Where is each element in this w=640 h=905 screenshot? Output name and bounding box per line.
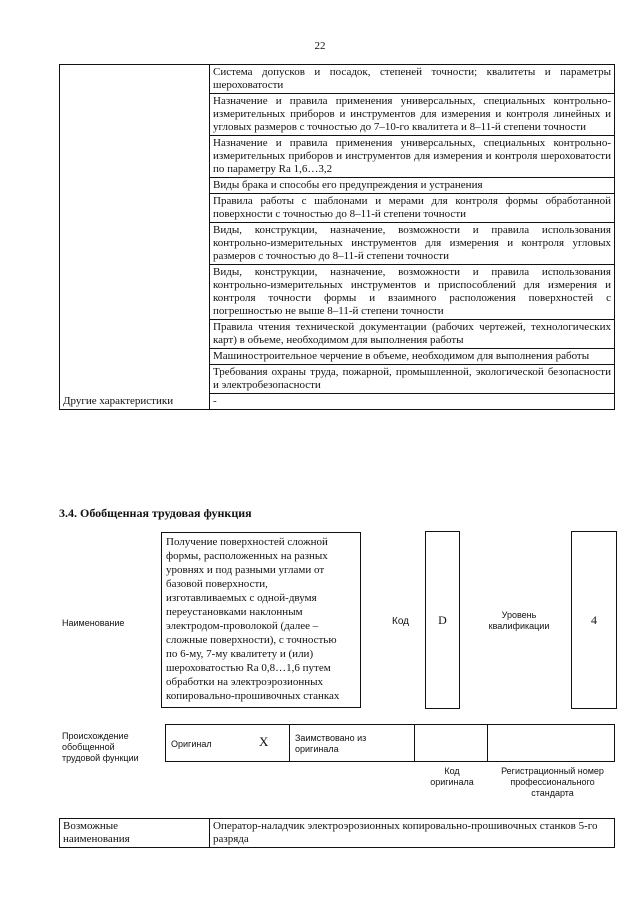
- reg-number-caption: Регистрационный номер профессионального стандарта: [501, 766, 604, 798]
- origin-code-cell: [415, 725, 488, 761]
- code-original-caption: Код оригинала: [430, 766, 474, 787]
- table-row: [60, 819, 615, 848]
- origin-borrowed-cell: [290, 725, 415, 761]
- code-label: Код: [392, 616, 410, 627]
- table-row: [60, 349, 615, 365]
- function-name-box: Получение поверхностей сложной формы, расположенных на разных уровнях и под разными углами от базовой поверхности, изготавливаемых с одной-двумя переустановками наклонным электродом-проволокой (далее – сложные поверхности), с точностью по 6-му, 7-му квалитету и (или) шероховатостью Ra 0,8…1,6 путем обработки на электроэрозионных копировально-прошивочных станках: [161, 532, 361, 708]
- table-row: [60, 136, 615, 178]
- origin-table: [165, 724, 615, 762]
- other-characteristics-value: -: [210, 394, 615, 410]
- knowledge-item: Виды, конструкции, назначение, возможности и правила использования контрольно-измерительных инструментов и приспособлений для измерения и контроля точности формы и взаимного расположения поверхностей с погрешностью не выше 8–11-й степени точности: [210, 265, 615, 320]
- knowledge-item: Машиностроительное черчение в объеме, необходимом для выполнения работы: [210, 349, 615, 365]
- table-row: [60, 178, 615, 194]
- table-row: [60, 265, 615, 320]
- page-number: 22: [314, 40, 326, 52]
- original-label: Оригинал: [171, 739, 212, 749]
- knowledge-item: Правила работы с шаблонами и мерами для контроля формы обработанной поверхности с точностью до 8–11-й степени точности: [210, 194, 615, 223]
- knowledge-table: [59, 64, 615, 410]
- table-row: [60, 94, 615, 136]
- origin-reg-cell: [488, 725, 614, 761]
- knowledge-item: Виды брака и способы его предупреждения и устранения: [210, 178, 615, 194]
- level-value: 4: [571, 531, 617, 709]
- knowledge-item: Виды, конструкции, назначение, возможности и правила использования контрольно-измерительных инструментов для измерения и контроля угловых размеров с точностью до 8–11-й степени точности: [210, 223, 615, 265]
- positions-table: [59, 818, 615, 848]
- borrowed-label: Заимствовано из оригинала: [295, 733, 367, 754]
- origin-label: Происхождение обобщенной трудовой функции: [62, 731, 139, 763]
- table-row: [60, 65, 615, 94]
- table-row: [60, 394, 615, 410]
- section-title: 3.4. Обобщенная трудовая функция: [59, 506, 252, 520]
- table-row: [60, 194, 615, 223]
- knowledge-item: Назначение и правила применения универсальных, специальных контрольно-измерительных приборов и инструментов для измерения и контроля шероховатости по параметру Ra 1,6…3,2: [210, 136, 615, 178]
- positions-value: Оператор-наладчик электроэрозионных копировально-прошивочных станков 5-го разряда: [210, 819, 615, 848]
- origin-original-cell: [166, 725, 290, 761]
- positions-label: Возможные наименования: [60, 819, 210, 848]
- other-characteristics-label: Другие характеристики: [60, 394, 210, 410]
- original-mark: X: [259, 734, 269, 749]
- table-row: [60, 223, 615, 265]
- level-label: Уровень квалификации: [488, 610, 550, 631]
- name-label: Наименование: [62, 618, 125, 628]
- knowledge-item: Система допусков и посадок, степеней точности; квалитеты и параметры шероховатости: [210, 65, 615, 94]
- knowledge-item: Требования охраны труда, пожарной, промышленной, экологической безопасности и электробезопасности: [210, 365, 615, 394]
- knowledge-item: Правила чтения технической документации (рабочих чертежей, технологических карт) в объеме, необходимом для выполнения работы: [210, 320, 615, 349]
- table-row: [60, 365, 615, 394]
- knowledge-item: Назначение и правила применения универсальных, специальных контрольно-измерительных приборов и инструментов для измерения и контроля линейных и угловых размеров с точностью до 7–10-го квалитета и 8–11-й степени точности: [210, 94, 615, 136]
- code-value: D: [425, 531, 460, 709]
- table-row: [60, 320, 615, 349]
